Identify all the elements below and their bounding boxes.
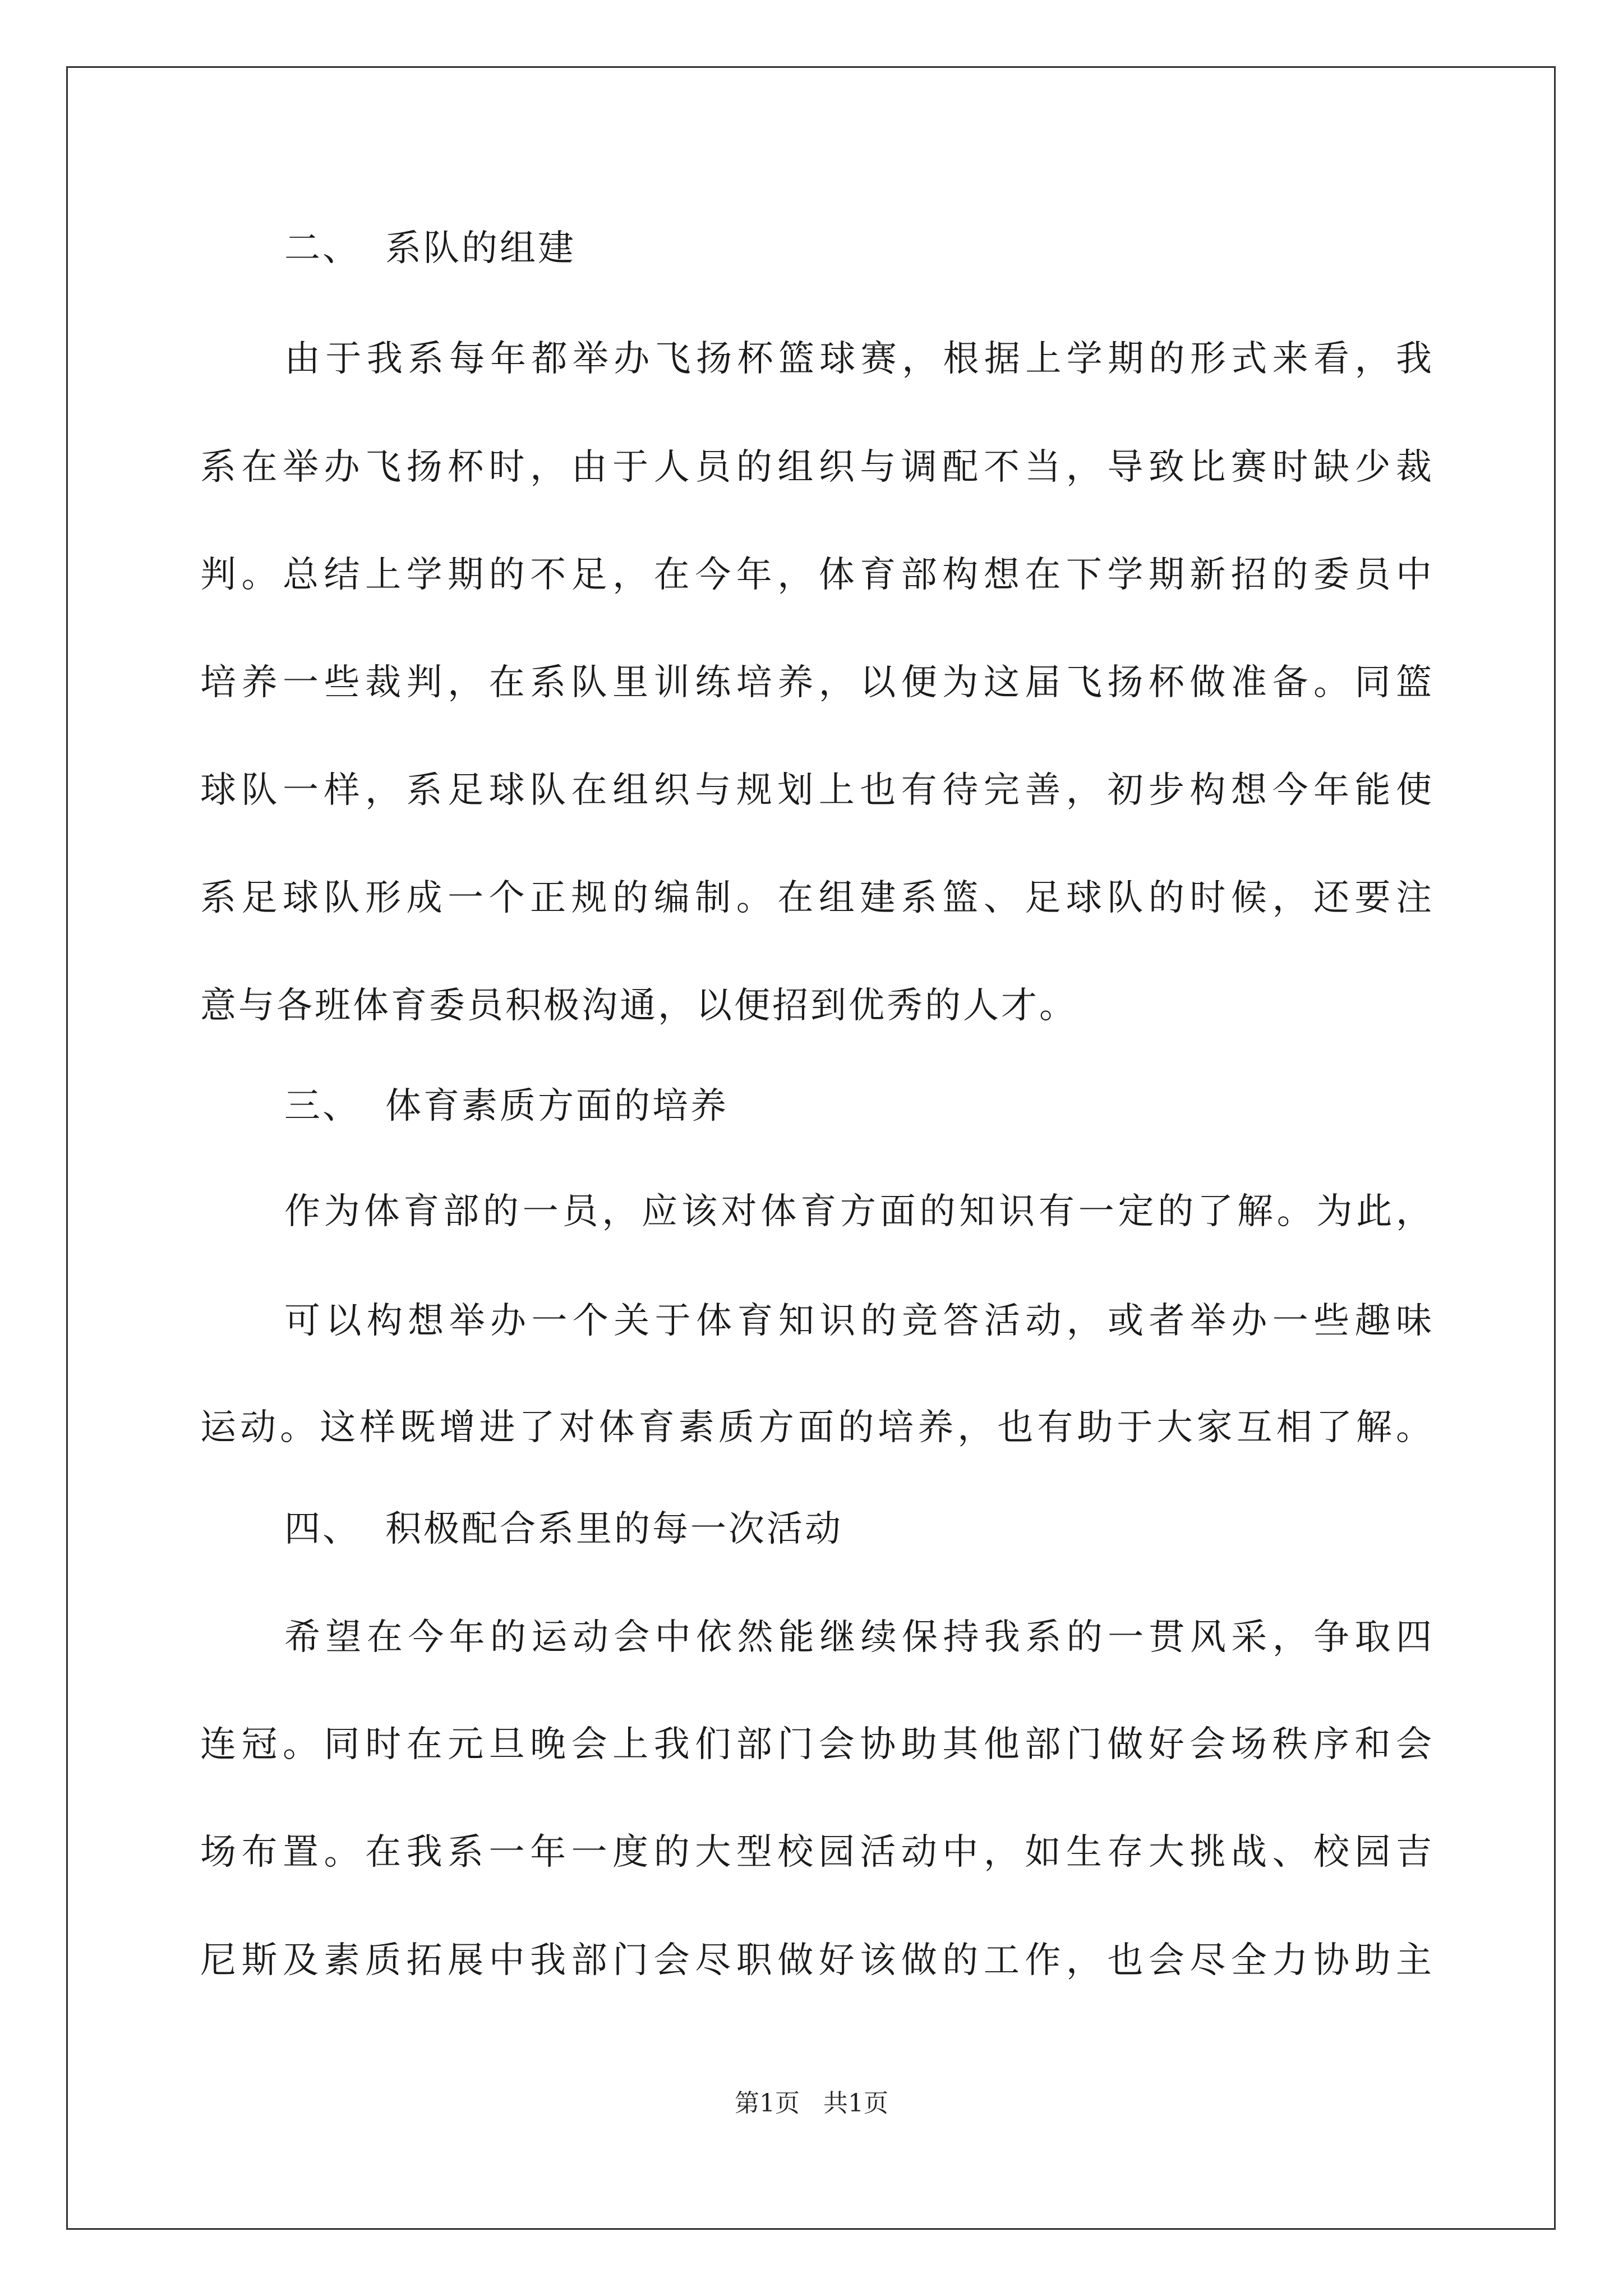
section-heading-2 — [284, 222, 576, 275]
page-number-text: 第1页 共1页 — [735, 2089, 888, 2118]
paragraph-line: 尼斯及素质拓展中我部门会尽职做好该做的工作，也会尽全力协助主 — [200, 1940, 1434, 1981]
paragraph-line: 连冠。同时在元旦晚会上我们部门会协助其他部门做好会场秩序和会 — [200, 1724, 1434, 1765]
paragraph-line: 场布置。在我系一年一度的大型校园活动中，如生存大挑战、校园吉 — [200, 1832, 1434, 1873]
page-footer — [0, 2087, 1623, 2120]
section-heading-4 — [284, 1502, 843, 1556]
paragraph-line: 意与各班体育委员积极沟通，以便招到优秀的人才。 — [200, 985, 1077, 1027]
section-number: 四、 — [284, 1508, 361, 1550]
section-heading-3 — [284, 1079, 728, 1133]
paragraph-line: 球队一样，系足球队在组织与规划上也有待完善，初步构想今年能使 — [200, 770, 1434, 811]
paragraph-line: 由于我系每年都举办飞扬杯篮球赛，根据上学期的形式来看，我 — [284, 338, 1434, 380]
page-border — [66, 66, 1556, 2230]
section-number: 二、 — [284, 228, 361, 269]
section-title: 系队的组建 — [385, 228, 576, 269]
paragraph-line: 培养一些裁判，在系队里训练培养，以便为这届飞扬杯做准备。同篮 — [200, 662, 1434, 703]
paragraph-line: 可以构想举办一个关于体育知识的竞答活动，或者举办一些趣味 — [284, 1300, 1434, 1342]
paragraph-line: 系在举办飞扬杯时，由于人员的组织与调配不当，导致比赛时缺少裁 — [200, 447, 1434, 488]
section-title: 积极配合系里的每一次活动 — [385, 1508, 843, 1550]
section-title: 体育素质方面的培养 — [385, 1085, 728, 1127]
paragraph-line: 运动。这样既增进了对体育素质方面的培养，也有助于大家互相了解。 — [200, 1407, 1434, 1448]
section-number: 三、 — [284, 1085, 361, 1127]
paragraph-line: 作为体育部的一员，应该对体育方面的知识有一定的了解。为此， — [284, 1191, 1434, 1232]
paragraph-line: 判。总结上学期的不足，在今年，体育部构想在下学期新招的委员中 — [200, 554, 1434, 596]
paragraph-line: 系足球队形成一个正规的编制。在组建系篮、足球队的时候，还要注 — [200, 877, 1434, 919]
paragraph-line: 希望在今年的运动会中依然能继续保持我系的一贯风采，争取四 — [284, 1617, 1434, 1658]
